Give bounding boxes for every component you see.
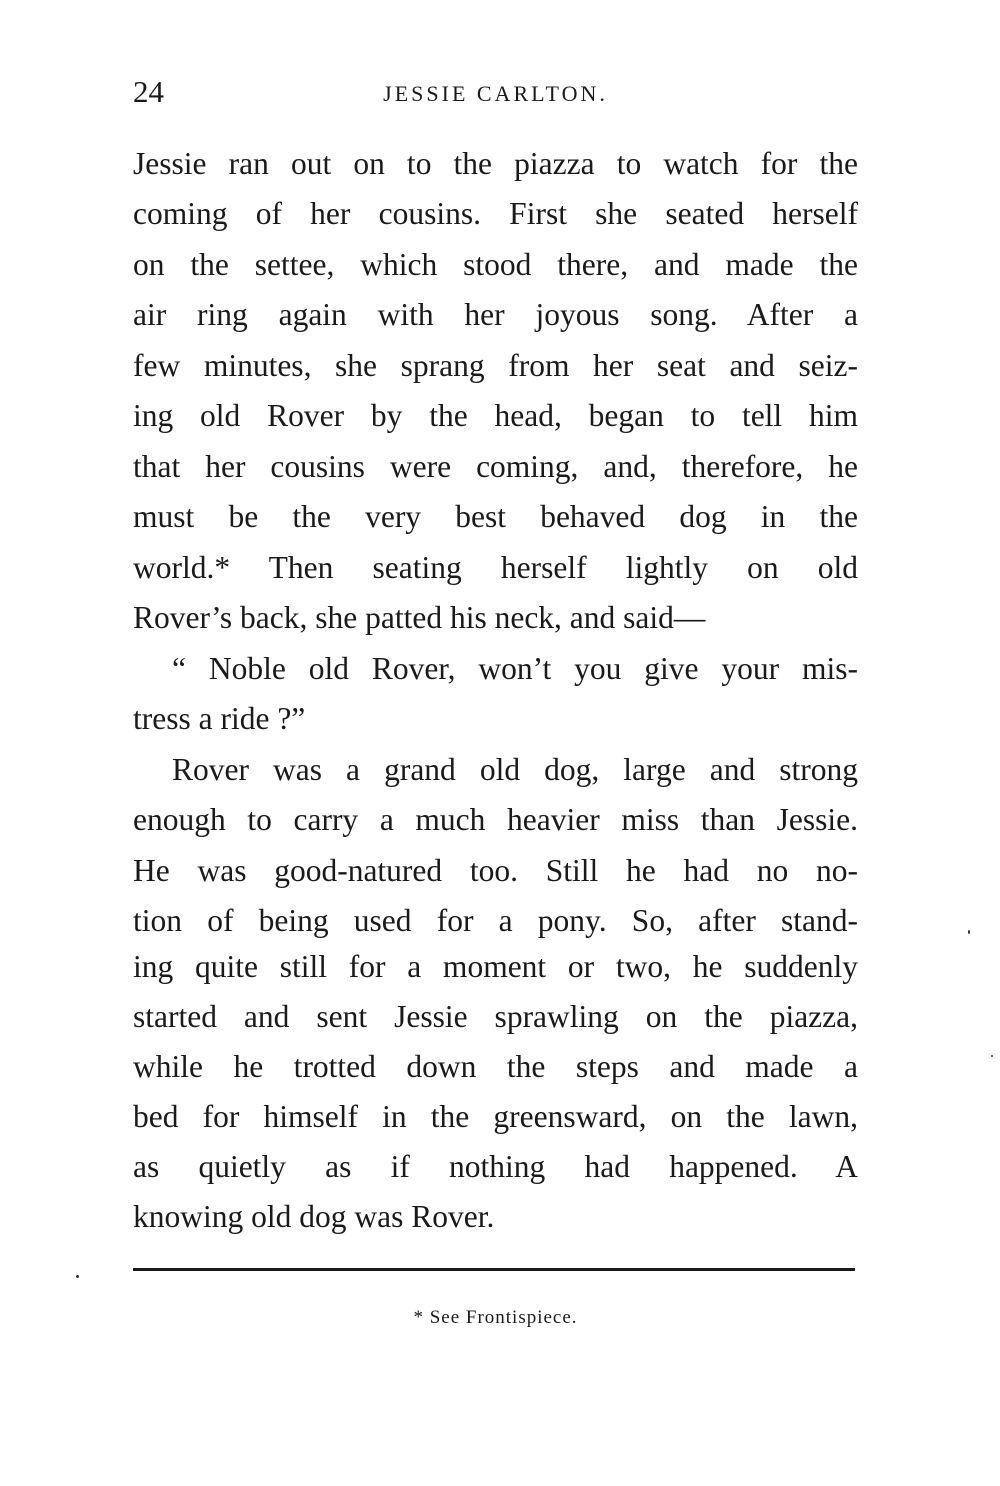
page-header bbox=[133, 72, 858, 112]
footnote-rule bbox=[133, 1268, 855, 1271]
text-line: must be the very best behaved dog in the bbox=[133, 499, 858, 534]
text-line: “ Noble old Rover, won’t you give your mis- bbox=[172, 651, 858, 686]
text-line: while he trotted down the steps and made a bbox=[133, 1049, 858, 1084]
footnote: * See Frontispiece. bbox=[413, 1307, 578, 1328]
text-line: tress a ride ?” bbox=[133, 701, 306, 736]
text-line: enough to carry a much heavier miss than Jessie. bbox=[133, 802, 858, 837]
text-line: Jessie ran out on to the piazza to watch for the bbox=[133, 146, 858, 181]
text-line: ing old Rover by the head, began to tell him bbox=[133, 398, 858, 433]
text-line: bed for himself in the greensward, on the lawn, bbox=[133, 1099, 858, 1134]
text-line: that her cousins were coming, and, therefore, he bbox=[133, 449, 858, 484]
paper-speck bbox=[76, 1275, 79, 1278]
text-line: tion of being used for a pony. So, after stand- bbox=[133, 903, 858, 938]
text-line: as quietly as if nothing had happened. A bbox=[133, 1149, 858, 1184]
text-line: ing quite still for a moment or two, he suddenly bbox=[133, 949, 858, 984]
text-line: He was good-natured too. Still he had no no- bbox=[133, 853, 858, 888]
text-line: air ring again with her joyous song. After a bbox=[133, 297, 858, 332]
text-line: Rover’s back, she patted his neck, and said— bbox=[133, 600, 706, 635]
text-line: started and sent Jessie sprawling on the piazza, bbox=[133, 999, 858, 1034]
paper-speck bbox=[991, 1055, 993, 1057]
page-number: 24 bbox=[133, 74, 164, 109]
running-head: JESSIE CARLTON. bbox=[383, 81, 608, 106]
text-line: knowing old dog was Rover. bbox=[133, 1199, 495, 1234]
text-line: few minutes, she sprang from her seat and seiz- bbox=[133, 348, 858, 383]
text-line: on the settee, which stood there, and made the bbox=[133, 247, 858, 282]
text-line: coming of her cousins. First she seated herself bbox=[133, 196, 858, 231]
text-line: world.* Then seating herself lightly on old bbox=[133, 550, 858, 585]
text-line: Rover was a grand old dog, large and strong bbox=[172, 752, 858, 787]
paper-speck bbox=[968, 930, 970, 934]
